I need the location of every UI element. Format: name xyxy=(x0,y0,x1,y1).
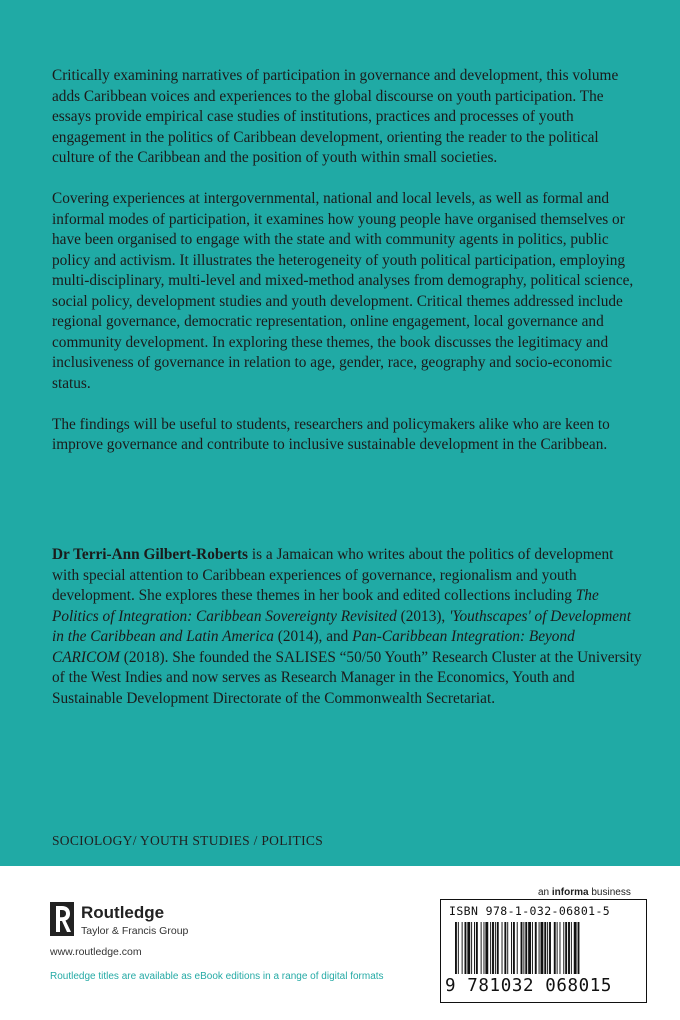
barcode-bar xyxy=(492,922,494,974)
informa-suffix: business xyxy=(588,887,631,898)
barcode-bar xyxy=(523,922,524,974)
barcode-bar xyxy=(544,922,546,974)
isbn-label: ISBN 978-1-032-06801-5 xyxy=(449,904,611,918)
barcode-bar xyxy=(467,922,470,974)
barcode-bar xyxy=(568,922,570,974)
informa-business-tag xyxy=(538,887,631,898)
barcode-bar xyxy=(535,922,537,974)
routledge-r-icon xyxy=(50,902,74,936)
publisher-name: Routledge xyxy=(81,903,165,922)
book-title-2: 'Youthscapes' of Development in the Caribbean and Latin America xyxy=(52,607,631,645)
barcode-bar xyxy=(474,922,475,974)
barcode-bar xyxy=(497,922,499,974)
ean-number xyxy=(445,976,612,996)
barcode-bar xyxy=(458,922,459,974)
blurb-paragraph-1: Critically examining narratives of participation in governance and development, this volume adds Caribbean voices and experiences to the global discourse on youth participation. The essays provide empirical case studies of institutions, practices and processes of youth engagement in the politics of Caribbean development, orienting the reader to the political culture of the Caribbean and the position of youth within small societies. xyxy=(52,67,619,166)
barcode-bar xyxy=(521,922,523,974)
barcode-bar xyxy=(507,922,508,974)
barcode-bar xyxy=(481,922,482,974)
blurb-paragraph-2: Covering experiences at intergovernmental, national and local levels, as well as formal and informal modes of participation, it examines how young people have organised themselves or have been organised to engage with the state and with community agents in politics, public policy and activism. It illustrates the heterogeneity of youth political participation, employing multi-disciplinary, multi-level and mixed-method analyses from demography, political science, social policy, development studies and youth development. Critical themes addressed include regional governance, democratic representation, online engagement, local governance and community development. In exploring these themes, the book discusses the legitimacy and inclusiveness of governance in relation to age, gender, race, geography and socio-economic status. xyxy=(52,190,634,392)
book-title-3: Pan-Caribbean Integration: Beyond CARICOM xyxy=(52,628,575,666)
barcode-bar xyxy=(549,922,551,974)
barcode-bar xyxy=(484,922,485,974)
publisher-website: www.routledge.com xyxy=(50,946,142,958)
barcode-bar xyxy=(578,922,580,974)
bio-text-3: (2014), and xyxy=(273,628,353,645)
bio-text-2: (2013), xyxy=(396,607,450,625)
barcode-bar xyxy=(465,922,467,974)
barcode-bar xyxy=(563,922,564,974)
author-name: Dr Terri-Ann Gilbert-Roberts xyxy=(52,546,249,563)
barcode-bar xyxy=(532,922,533,974)
barcode-bar xyxy=(565,922,567,974)
barcode-bar xyxy=(557,922,558,974)
barcode-bar xyxy=(485,922,488,974)
bio-text-1: is a Jamaican who writes about the politics of development with special attention to Caribbean experiences of governance, regionalism and youth development. She explores these themes in her book and edited collections including xyxy=(52,546,614,604)
barcode-bar xyxy=(571,922,572,974)
author-bio xyxy=(52,545,642,709)
blurb xyxy=(52,66,637,476)
barcode-bar xyxy=(504,922,506,974)
ean-right-group: 068015 xyxy=(545,976,613,996)
ebook-note: Routledge titles are available as eBook editions in a range of digital formats xyxy=(50,971,384,982)
blurb-paragraph-3: The findings will be useful to students, researchers and policymakers alike who are keen to improve governance and contribute to inclusive sustainable development in the Caribbean. xyxy=(52,415,610,453)
barcode-bar xyxy=(547,922,548,974)
informa-prefix: an xyxy=(538,887,552,898)
routledge-logo xyxy=(50,902,210,942)
bio-text-4: (2018). She founded the SALISES “50/50 Youth” Research Cluster at the University of the West Indies and now serves as Research Manager in the Economics, Youth and Sustainable Development Directorate of the Commonwealth Secretariat. xyxy=(52,648,642,707)
informa-brand: informa xyxy=(551,887,589,898)
barcode-bar xyxy=(502,922,503,974)
barcode-bar xyxy=(525,922,527,974)
barcode-bar xyxy=(471,922,472,974)
barcode-bar xyxy=(541,922,544,974)
book-title-1: The Politics of Integration: Caribbean Sovereignty Revisited xyxy=(52,587,599,625)
barcode-bar xyxy=(511,922,512,974)
publisher-group: Taylor & Francis Group xyxy=(81,925,189,937)
barcode-bar xyxy=(528,922,531,974)
barcode-bar xyxy=(517,922,518,974)
subject-categories: SOCIOLOGY/ YOUTH STUDIES / POLITICS xyxy=(52,833,324,848)
barcode-bars xyxy=(455,922,637,974)
barcode-bar xyxy=(455,922,457,974)
barcode-bar xyxy=(476,922,478,974)
barcode-bar xyxy=(490,922,491,974)
barcode-bar xyxy=(513,922,515,974)
barcode-bar xyxy=(554,922,556,974)
ean-first-digit: 9 xyxy=(445,976,457,996)
barcode-bar xyxy=(495,922,496,974)
ean-left-group: 781032 xyxy=(467,976,535,996)
barcode-bar xyxy=(560,922,561,974)
barcode-bar xyxy=(574,922,577,974)
barcode xyxy=(440,899,647,1003)
barcode-bar xyxy=(539,922,540,974)
barcode-bar xyxy=(462,922,463,974)
